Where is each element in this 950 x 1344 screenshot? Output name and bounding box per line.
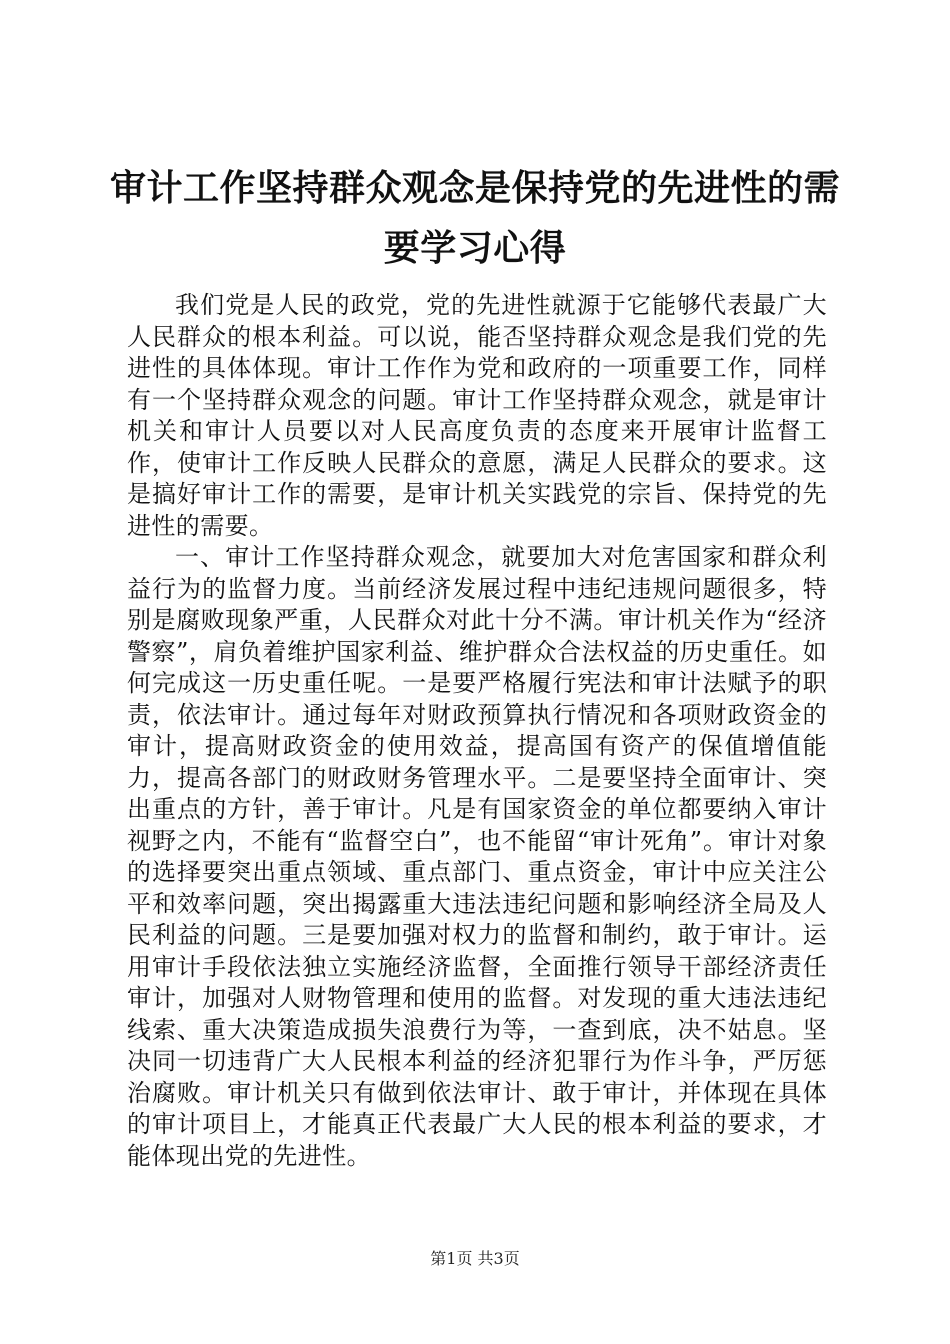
paragraph-intro: 我们党是人民的政党，党的先进性就源于它能够代表最广大人民群众的根本利益。可以说，能否坚持群众观念是我们党的先进性的具体体现。审计工作作为党和政府的一项重要工作，同样有一个坚持群众观念的问题。审计工作坚持群众观念，就是审计机关和审计人员要以对人民高度负责的态度来开展审计监督工作，使审计工作反映人民群众的意愿，满足人民群众的要求。这是搞好审计工作的需要，是审计机关实践党的宗旨、保持党的先进性的需要。 <box>127 291 827 540</box>
document-body <box>127 290 827 1172</box>
document-title <box>95 158 855 278</box>
title-line-1: 审计工作坚持群众观念是保持党的先进性的需 <box>109 167 840 209</box>
paragraph-section-1: 一、审计工作坚持群众观念，就要加大对危害国家和群众利益行为的监督力度。当前经济发展过程中违纪违规问题很多，特别是腐败现象严重，人民群众对此十分不满。审计机关作为“经济警察”，肩负着维护国家利益、维护群众合法权益的历史重任。如何完成这一历史重任呢。一是要严格履行宪法和审计法赋予的职责，依法审计。通过每年对财政预算执行情况和各项财政资金的审计，提高财政资金的使用效益，提高国有资产的保值增值能力，提高各部门的财政财务管理水平。二是要坚持全面审计、突出重点的方针，善于审计。凡是有国家资金的单位都要纳入审计视野之内，不能有“监督空白”，也不能留“审计死角”。审计对象的选择要突出重点领域、重点部门、重点资金，审计中应关注公平和效率问题，突出揭露重大违法违纪问题和影响经济全局及人民利益的问题。三是要加强对权力的监督和制约，敢于审计。运用审计手段依法独立实施经济监督，全面推行领导干部经济责任审计，加强对人财物管理和使用的监督。对发现的重大违法违纪线索、重大决策造成损失浪费行为等，一查到底，决不姑息。坚决同一切违背广大人民根本利益的经济犯罪行为作斗争，严厉惩治腐败。审计机关只有做到依法审计、敢于审计，并体现在具体的审计项目上，才能真正代表最广大人民的根本利益的要求，才能体现出党的先进性。 <box>127 543 827 1170</box>
page-footer: 第1页 共3页 <box>430 1249 520 1268</box>
title-line-2: 要学习心得 <box>383 227 567 269</box>
